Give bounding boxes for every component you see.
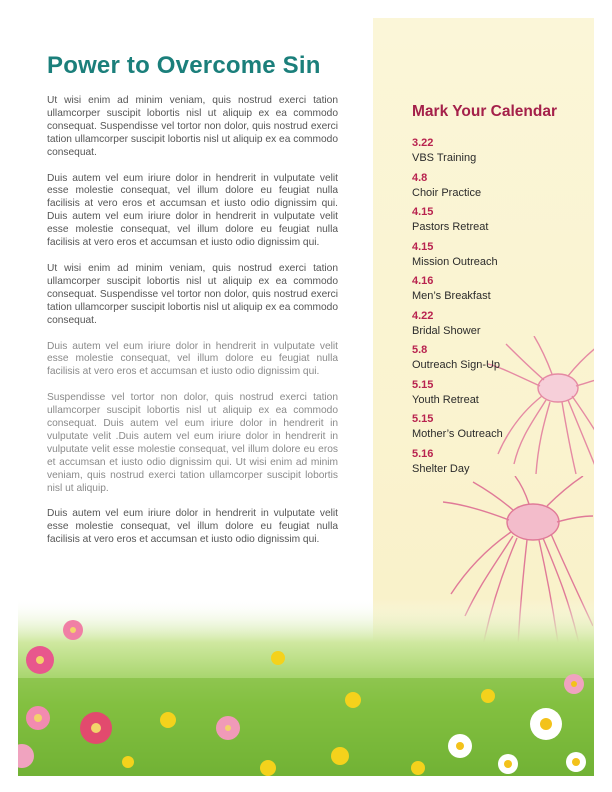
event-name: Pastors Retreat <box>412 221 489 233</box>
paragraph: Ut wisi enim ad minim veniam, quis nostrud exerci tation ullamcorper suscipit lobortis nisl ut aliquip ex ea commodo consequat. Suspendisse vel tortor non dolor, quis nostrud exerci tation ullamcorper suscipit lobortis nisl ut aliquip ex ea commodo consequat. <box>47 262 338 326</box>
event-name: VBS Training <box>412 152 477 164</box>
event-name: Men’s Breakfast <box>412 290 491 302</box>
event-name: Youth Retreat <box>412 393 479 406</box>
calendar-event <box>412 275 592 310</box>
paragraph: Ut wisi enim ad minim veniam, quis nostrud exerci tation ullamcorper suscipit lobortis nisl ut aliquip ex ea commodo consequat. Suspendisse vel tortor non dolor, quis nostrud exerci tation ullamcorper suscipit lobortis nisl ut aliquip ex ea commodo consequat. <box>47 95 338 158</box>
event-name: Choir Practice <box>412 186 482 199</box>
page-title: Power to Overcome Sin <box>47 52 321 79</box>
calendar-event <box>412 137 592 172</box>
calendar-event <box>412 241 592 276</box>
calendar-event <box>412 448 592 483</box>
event-date: 3.22 <box>412 137 434 149</box>
event-date: 5.15 <box>412 378 434 391</box>
calendar-event <box>412 310 592 345</box>
article-body <box>47 95 338 560</box>
event-date: 4.15 <box>412 206 434 218</box>
event-date: 4.8 <box>412 171 428 184</box>
calendar-event <box>412 344 592 379</box>
paragraph: Duis autem vel eum iriure dolor in hendrerit in vulputate velit esse molestie consequat, vel illum dolore eu feugiat nulla facilisis at vero eros et accumsan et iusto odio dignissim qui. Duis autem vel eum iriure dolor in hendrerit in vulputate velit esse molestie consequat, vel illum dolore eu feugiat nulla facilisis at vero eros et accumsan et iusto odio dignissim qui. <box>47 172 338 249</box>
calendar-event <box>412 379 592 414</box>
event-name: Mission Outreach <box>412 255 498 268</box>
newsletter-page <box>18 18 594 776</box>
calendar-event <box>412 172 592 207</box>
event-name: Shelter Day <box>412 462 470 475</box>
calendar-list <box>412 102 592 482</box>
calendar-event <box>412 206 592 241</box>
event-date: 4.16 <box>412 275 434 287</box>
event-date: 5.16 <box>412 447 434 460</box>
event-name: Bridal Shower <box>412 324 481 337</box>
event-date: 5.15 <box>412 413 434 425</box>
event-name: Outreach Sign-Up <box>412 359 501 371</box>
event-date: 4.15 <box>412 240 434 253</box>
paragraph: Duis autem vel eum iriure dolor in hendrerit in vulputate velit esse molestie consequat, vel illum dolore eu feugiat nulla facilisis at vero eros et accumsan et iusto odio dignissim qui. <box>47 340 338 378</box>
event-date: 5.8 <box>412 344 428 356</box>
event-date: 4.22 <box>412 309 434 322</box>
paragraph: Duis autem vel eum iriure dolor in hendrerit in vulputate velit esse molestie consequat, vel illum dolore eu feugiat nulla facilisis at vero eros et accumsan et iusto odio dignissim qui. <box>47 508 338 546</box>
event-name: Mother’s Outreach <box>412 428 503 440</box>
flower-meadow-illustration <box>18 578 594 776</box>
paragraph: Suspendisse vel tortor non dolor, quis nostrud exerci tation ullamcorper suscipit lobortis nisl ut aliquip ex ea commodo consequat. Duis autem vel eum iriure dolor in hendrerit in vulputate velit .Duis autem vel eum iriure dolor in hendrerit in vulputate velit esse molestie consequat, vel illum dolore eu eros et accumsan et iusto odio dignissim qui. Ut wisi enim ad minim veniam, quis nostrud exerci tation ullamcorper suscipit lobortis nisl ut aliquip. <box>47 392 338 494</box>
calendar-event <box>412 413 592 448</box>
calendar-heading: Mark Your Calendar <box>412 103 558 120</box>
